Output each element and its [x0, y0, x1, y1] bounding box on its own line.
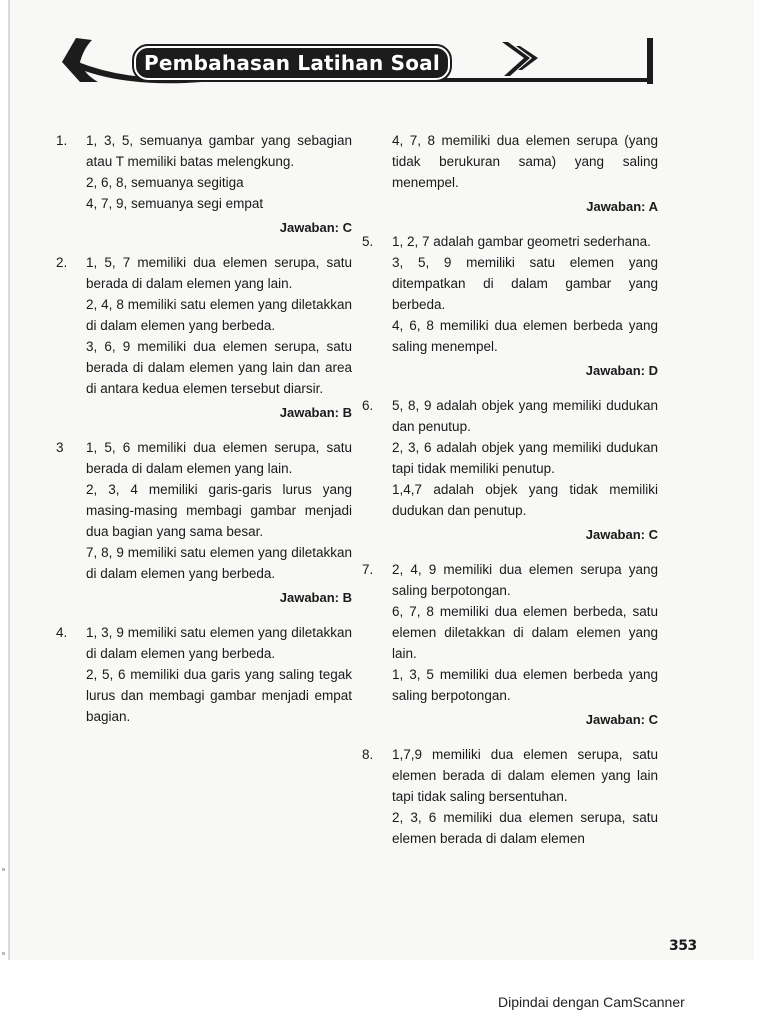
item-text: 1,4,7 adalah objek yang tidak memiliki dudukan dan penutup.	[392, 482, 658, 518]
item-text: 1,7,9 memiliki dua elemen serupa, satu elemen berada di dalam elemen yang lain tapi tidak saling bersentuhan.	[392, 747, 658, 804]
header-banner	[62, 36, 658, 88]
continued-item	[362, 130, 658, 217]
answer-label: Jawaban: D	[585, 363, 658, 378]
item-text: 4, 7, 9, semuanya segi empat	[86, 196, 264, 211]
item-text: 1, 3, 5, semuanya gambar yang sebagian atau T memiliki batas melengkung.	[86, 133, 352, 169]
item-number: 4.	[56, 625, 68, 640]
item-number: 1.	[56, 133, 68, 148]
scanner-watermark: Dipindai dengan CamScanner	[498, 994, 685, 1010]
answer-label: Jawaban: A	[586, 199, 658, 214]
answer-label: Jawaban: C	[279, 220, 352, 235]
answer-item-6	[362, 395, 658, 545]
left-column	[56, 130, 352, 741]
item-text: 4, 6, 8 memiliki dua elemen berbeda yang saling menempel.	[392, 318, 658, 354]
item-text: 1, 3, 5 memiliki dua elemen berbeda yang saling berpotongan.	[392, 667, 658, 703]
item-text: 6, 7, 8 memiliki dua elemen berbeda, satu elemen diletakkan di dalam elemen yang lain.	[392, 604, 658, 661]
item-number: 8.	[362, 747, 374, 762]
right-column	[362, 130, 658, 863]
answer-item-4	[56, 622, 352, 727]
item-text: 2, 5, 6 memiliki dua garis yang saling tegak lurus dan membagi gambar menjadi empat bagian.	[86, 667, 352, 724]
answer-label: Jawaban: C	[585, 712, 658, 727]
answer-item-1	[56, 130, 352, 238]
answer-item-7	[362, 559, 658, 730]
item-text: 1, 3, 9 memiliki satu elemen yang diletakkan di dalam elemen yang berbeda.	[86, 625, 352, 661]
item-text: 3, 6, 9 memiliki dua elemen serupa, satu berada di dalam elemen yang lain dan area di antara kedua elemen tersebut diarsir.	[86, 339, 352, 396]
item-number: 7.	[362, 562, 374, 577]
page-title: Pembahasan Latihan Soal	[134, 46, 450, 80]
page-number: 353	[669, 938, 697, 954]
answer-item-5	[362, 231, 658, 381]
answer-label: Jawaban: B	[279, 405, 352, 420]
item-text: 5, 8, 9 adalah objek yang memiliki dudukan dan penutup.	[392, 398, 658, 434]
item-text: 4, 7, 8 memiliki dua elemen serupa (yang tidak berukuran sama) yang saling menempel.	[392, 133, 658, 190]
item-number: 6.	[362, 398, 374, 413]
scan-mark	[2, 868, 5, 871]
answer-item-3	[56, 437, 352, 608]
item-text: 2, 3, 6 memiliki dua elemen serupa, satu elemen berada di dalam elemen	[392, 810, 658, 846]
item-text: 2, 4, 8 memiliki satu elemen yang diletakkan di dalam elemen yang berbeda.	[86, 297, 352, 333]
answer-item-8	[362, 744, 658, 849]
item-text: 1, 5, 7 memiliki dua elemen serupa, satu berada di dalam elemen yang lain.	[86, 255, 352, 291]
item-text: 2, 6, 8, semuanya segitiga	[86, 175, 244, 190]
answer-item-2	[56, 252, 352, 423]
item-number: 3	[56, 440, 64, 455]
item-text: 3, 5, 9 memiliki satu elemen yang ditempatkan di dalam gambar yang berbeda.	[392, 255, 658, 312]
item-text: 2, 4, 9 memiliki dua elemen serupa yang saling berpotongan.	[392, 562, 658, 598]
item-text: 2, 3, 6 adalah objek yang memiliki dudukan tapi tidak memiliki penutup.	[392, 440, 658, 476]
scan-mark	[2, 952, 5, 955]
answer-label: Jawaban: C	[585, 527, 658, 542]
item-text: 7, 8, 9 memiliki satu elemen yang diletakkan di dalam elemen yang berbeda.	[86, 545, 352, 581]
answer-label: Jawaban: B	[279, 590, 352, 605]
item-number: 2.	[56, 255, 68, 270]
item-number: 5.	[362, 234, 374, 249]
item-text: 1, 5, 6 memiliki dua elemen serupa, satu berada di dalam elemen yang lain.	[86, 440, 352, 476]
item-text: 2, 3, 4 memiliki garis-garis lurus yang masing-masing membagi gambar menjadi dua bagian yang sama besar.	[86, 482, 352, 539]
item-text: 1, 2, 7 adalah gambar geometri sederhana.	[392, 234, 651, 249]
page-edge	[8, 0, 10, 960]
